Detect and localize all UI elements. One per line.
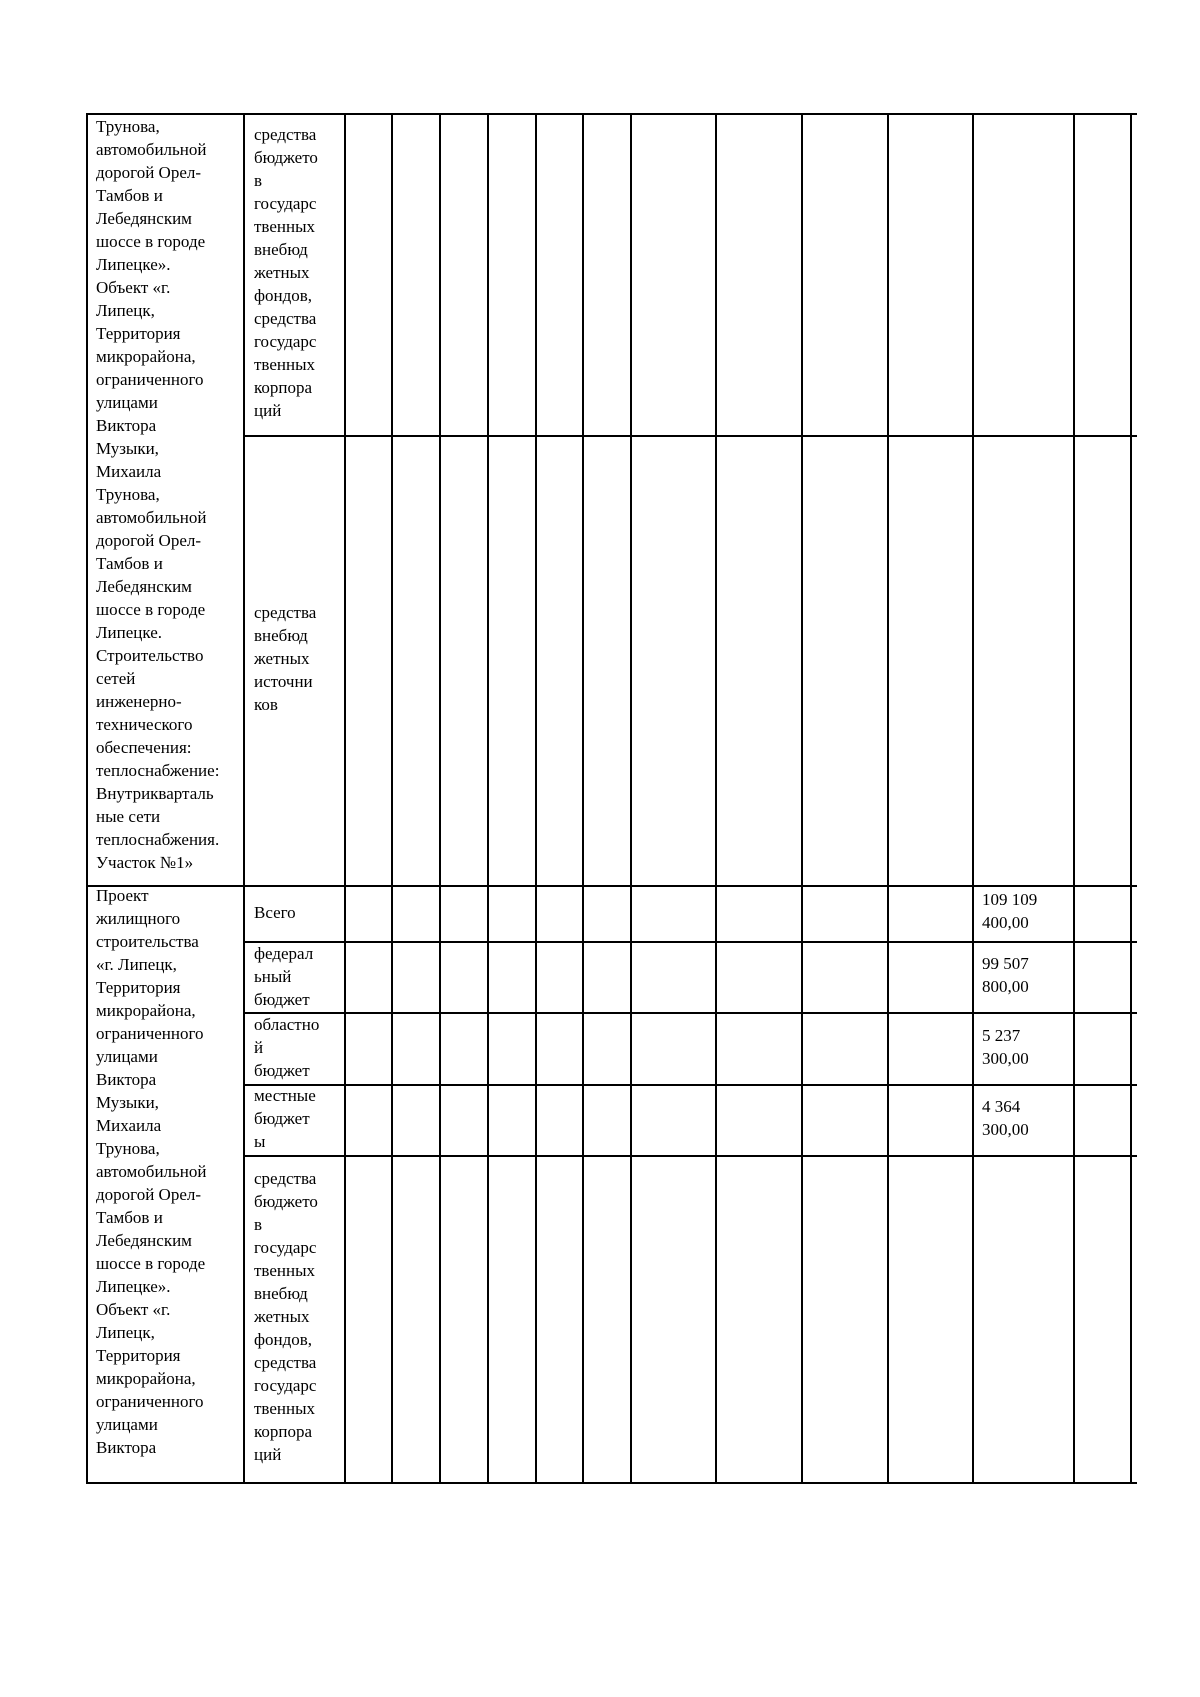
amount-cell: 99 507 800,00 [982, 954, 1029, 996]
project-description-cell: Трунова, автомобильной дорогой Орел- Тамбов и Лебедянским шоссе в городе Липецке». Объект «г. Липецк, Территория микрорайона, ограниченного улицами Виктора Музыки, Михаила Трунова, автомобильной дорогой Орел- Тамбов и Лебедянским шоссе в городе Липецке. Строительство сетей инженерно- технического обеспечения: теплоснабжение: Внутрикварталь ные сети теплоснабжения. Участок №1» [96, 117, 220, 872]
column-divider [487, 113, 489, 1484]
project-description-cell: Проект жилищного строительства «г. Липецк, Территория микрорайона, ограниченного улицами Виктора Музыки, Михаила Трунова, автомобильной дорогой Орел- Тамбов и Лебедянским шоссе в городе Липецке». Объект «г. Липецк, Территория микрорайона, ограниченного улицами Виктора [96, 886, 207, 1457]
column-divider [344, 113, 346, 1484]
column-divider [582, 113, 584, 1484]
row-divider [243, 1012, 1137, 1014]
amount-cell [982, 1167, 1072, 1217]
row-divider [243, 435, 1137, 437]
column-divider [972, 113, 974, 1484]
column-divider [887, 113, 889, 1484]
column-divider [1073, 113, 1075, 1484]
column-divider [630, 113, 632, 1484]
amount-cell: 5 237 300,00 [982, 1026, 1029, 1068]
funding-source-cell: федерал ьный бюджет [254, 944, 314, 1009]
amount-cell: 109 109 400,00 [982, 890, 1038, 932]
row-divider [243, 1084, 1137, 1086]
funding-source-cell: областно й бюджет [254, 1015, 320, 1080]
funding-source-cell: средства бюджето в государс твенных внебюд жетных фондов, средства государс твенных корпора ций [254, 1169, 318, 1464]
funding-source-cell: средства бюджето в государс твенных внебюд жетных фондов, средства государс твенных корпора ций [254, 125, 318, 420]
column-divider [715, 113, 717, 1484]
row-divider [243, 1155, 1137, 1157]
funding-source-cell: средства внебюд жетных источни ков [254, 603, 317, 714]
funding-source-cell: местные бюджет ы [254, 1086, 316, 1151]
column-divider [535, 113, 537, 1484]
table-border-right [1130, 113, 1132, 1484]
table-border-left [86, 113, 88, 1484]
amount-cell: 4 364 300,00 [982, 1097, 1029, 1139]
funding-source-cell: Всего [254, 903, 296, 922]
column-divider [801, 113, 803, 1484]
column-divider [391, 113, 393, 1484]
row-divider [243, 941, 1137, 943]
column-divider [439, 113, 441, 1484]
